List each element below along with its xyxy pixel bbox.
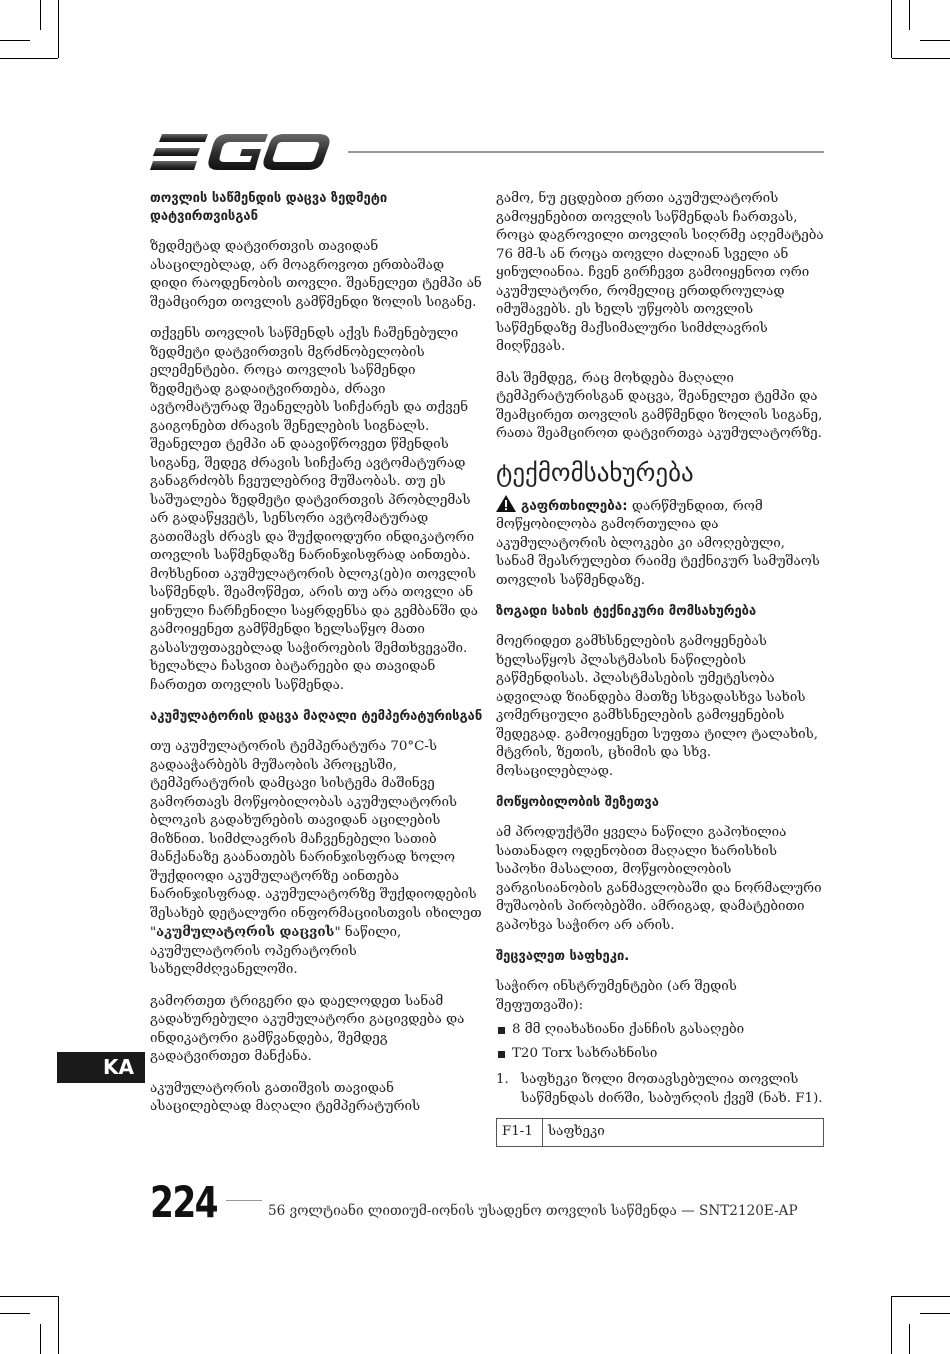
bold-reference: აკუმულატორის დაცვის — [156, 924, 335, 940]
crop-mark — [0, 58, 58, 59]
crop-mark — [909, 1324, 910, 1354]
bullet-icon — [498, 1027, 505, 1034]
paragraph: ამ პროდუქტში ყველა ნაწილი გაპოხილია სათანადო ოდენობით მაღალი ხარისხის საპოხი მასალით, მოწყობილობის ვარგისიანობის განმავლობაში და ნორმალური მუშაობის პირობებში. ამრიგად, დამატებითი გაპოხვა საჭირო არ არის. — [496, 825, 822, 933]
crop-mark — [920, 40, 950, 41]
ego-logo — [150, 133, 330, 171]
figure-legend-table — [496, 1118, 824, 1147]
language-tab: KA — [57, 1052, 145, 1083]
heading-overload: თოვლის საწმენდის დაცვა ზედმეტი დატვირთვისგან — [150, 191, 388, 224]
crop-mark — [58, 1296, 59, 1354]
crop-mark — [0, 1313, 30, 1314]
paragraph: აკუმულატორის გათიშვის თავიდან ასაცილებლად მაღალი ტემპერატურის — [150, 1080, 421, 1114]
table-cell: F1-1 — [497, 1119, 543, 1147]
crop-mark — [920, 1313, 950, 1314]
paragraph: გამორთეთ ტრიგერი და დაელოდეთ სანამ გადახურებული აკუმულატორი გაცივდება და ინდიკატორი გამწვანდება, შემდეგ გადატვირთეთ მანქანა. — [150, 993, 465, 1064]
table-row — [497, 1119, 824, 1147]
crop-mark — [909, 0, 910, 30]
crop-mark — [891, 0, 892, 58]
paragraph: თქვენს თოვლის საწმენდს აქვს ჩაშენებული ზედმეტი დატვირთვის მგრძნობელობის ელემენტები. როცა თოვლის საწმენდი ზედმეტად გადაიტვირთება, ძრავი ავტომატურად შეანელებს სიჩქარეს და თქვენ გაიგონებთ ძრავის შენელების სიგნალს. შეანელეთ ტემპი ან დაავიწროვეთ წმენდის სიგანე, შედეგ ძრავის სიჩქარე ავტომატურად განაგრძობს ჩვეულებრივ მუშაობას. თუ ეს საშუალება ზედმეტი დატვირთვის პრობლემას არ გადაწყვეტს, სენსორი ავტომატურად გათიშავს ძრავს და შუქდიოდური ინდიკატორი თოვლის საწმენდაზე ნარინჯისფრად აინთება. მოხსენით აკუმულატორის ბლოკ(ებ)ი თოვლის საწმენდს. შეამოწმეთ, არის თუ არა თოვლი ან ყინული ჩარჩენილი საყრდენსა და გემბანში და გამოიყენეთ გამწმენდი ხელსაწყო მათი გასასუფთავებლად საჭიროების შემთხვევაში. ხელახლა ჩასვით ბატარეები და თავიდან ჩართეთ თოვლის საწმენდა. — [150, 326, 479, 693]
heading-battery-temp: აკუმულატორის დაცვა მაღალი ტემპერატურისგან — [150, 709, 483, 724]
step-item: 1. საფხეკი ზოლი მოთავსებულია თოვლის საწმენდას ძირში, საბურღის ქვეშ (ნახ. F1). — [496, 1072, 823, 1106]
header-rule — [348, 151, 824, 153]
right-column — [496, 190, 826, 1147]
steps-list — [496, 1071, 826, 1108]
warning-icon — [496, 495, 516, 512]
heading-replace-scraper: შეცვალეთ საფხეკი. — [496, 949, 630, 964]
paragraph: ზედმეტად დატვირთვის თავიდან ასაცილებლად, არ მოაგროვოთ ერთბაშად დიდი რაოდენობის თოვლი. შეანელეთ ტემპი ან შეამცირეთ თოვლის გამწმენდი ზოლის სიგანე. — [150, 239, 482, 310]
paragraph: გამო, ნუ ეცდებით ერთი აკუმულატორის გამოყენებით თოვლის საწმენდას ჩართვას, როცა დაგროვილი თოვლის სიღრმე აღემატება 76 მმ-ს ან როცა თოვლი ძალიან სველი ან ყინულიანია. ჩვენ გირჩევთ გამოიყენოთ ორი აკუმულატორი, რომელიც ერთდროულად იმუშავებს. ეს ხელს უწყობს თოვლის საწმენდაზე მაქსიმალური სიმძლავრის მიღწევას. — [496, 191, 824, 354]
list-item: T20 Torx სახრახნისი — [496, 1045, 826, 1064]
heading-general-maintenance: ზოგადი სახის ტექნიკური მომსახურება — [496, 604, 757, 619]
footer-rule — [226, 1200, 262, 1201]
page-number: 224 — [150, 1178, 218, 1228]
paragraph: მოერიდეთ გამხსნელების გამოყენებას ხელსაწყოს პლასტმასის ნაწილების გაწმენდისას. პლასტმასების უმეტესობა ადვილად ზიანდება მათზე სხვადასხვა სახის კომერციული გამხსნელების გამოყენების შედეგად. გამოიყენეთ სუფთა ტილო ტალახის, მტვრის, ზეთის, ცხიმის და სხვ. მოსაცილებლად. — [496, 634, 819, 779]
section-title-maintenance: ტექმომსახურება — [496, 457, 694, 487]
list-item: 8 მმ ღიახახიანი ქანჩის გასაღები — [496, 1021, 826, 1040]
crop-mark — [0, 40, 30, 41]
paragraph: თუ აკუმულატორის ტემპერატურა 70°C-ს გადააჭარბებს მუშაობის პროცესში, ტემპერატურის დამცავი სისტემა მაშინვე გამორთავს მოწყობილობას აკუმულატორის ბლოკის გადახურების თავიდან აცილების მიზნით. სიმძლავრის მაჩვენებელი სათიბ მანქანაზე გაანათებს ნარინჯისფრად ხოლო შუქდიოდი აკუმულატორზე აინთება ნარინჯისფრად. აკუმულატორზე შუქდიოდების შესახებ დეტალური ინფორმაციისთვის იხილეთ "აკუმულატორის დაცვის" ნაწილი, აკუმულატორის ოპერატორის სახელმძღვანელოში. — [150, 739, 482, 977]
table-cell: საფხეკი — [543, 1119, 824, 1147]
paragraph: მას შემდეგ, რაც მოხდება მაღალი ტემპერატურისგან დაცვა, შეანელეთ ტემპი და შეამცირეთ თოვლის გამწმენდი ზოლის სიგანე, რათა შეამციროთ დატვირთვა აკუმულატორზე. — [496, 370, 823, 441]
left-column — [150, 190, 485, 1130]
crop-mark — [892, 1296, 950, 1297]
tools-list — [496, 1021, 826, 1063]
footer-text: 56 ვოლტიანი ლითიუმ-იონის უსადენო თოვლის საწმენდა — SNT2120E-AP — [268, 1203, 798, 1219]
warning-label: გაფრთხილება: — [521, 498, 628, 514]
crop-mark — [891, 1296, 892, 1354]
heading-lubrication: მოწყობილობის შეზეთვა — [496, 795, 659, 810]
crop-mark — [0, 1296, 58, 1297]
crop-mark — [58, 0, 59, 58]
crop-mark — [892, 58, 950, 59]
crop-mark — [40, 1324, 41, 1354]
bullet-icon — [498, 1051, 505, 1058]
paragraph: საჭირო ინსტრუმენტები (არ შედის შეფუთვაში): — [496, 979, 737, 1013]
crop-mark — [40, 0, 41, 30]
warning-paragraph: გაფრთხილება: დარწმუნდით, რომ მოწყობილობა გამორთულია და აკუმულატორის ბლოკები კი ამოღებული, სანამ შეასრულებთ რაიმე ტექნიკურ სამუშაოს თოვლის საწმენდაზე. — [496, 495, 826, 591]
